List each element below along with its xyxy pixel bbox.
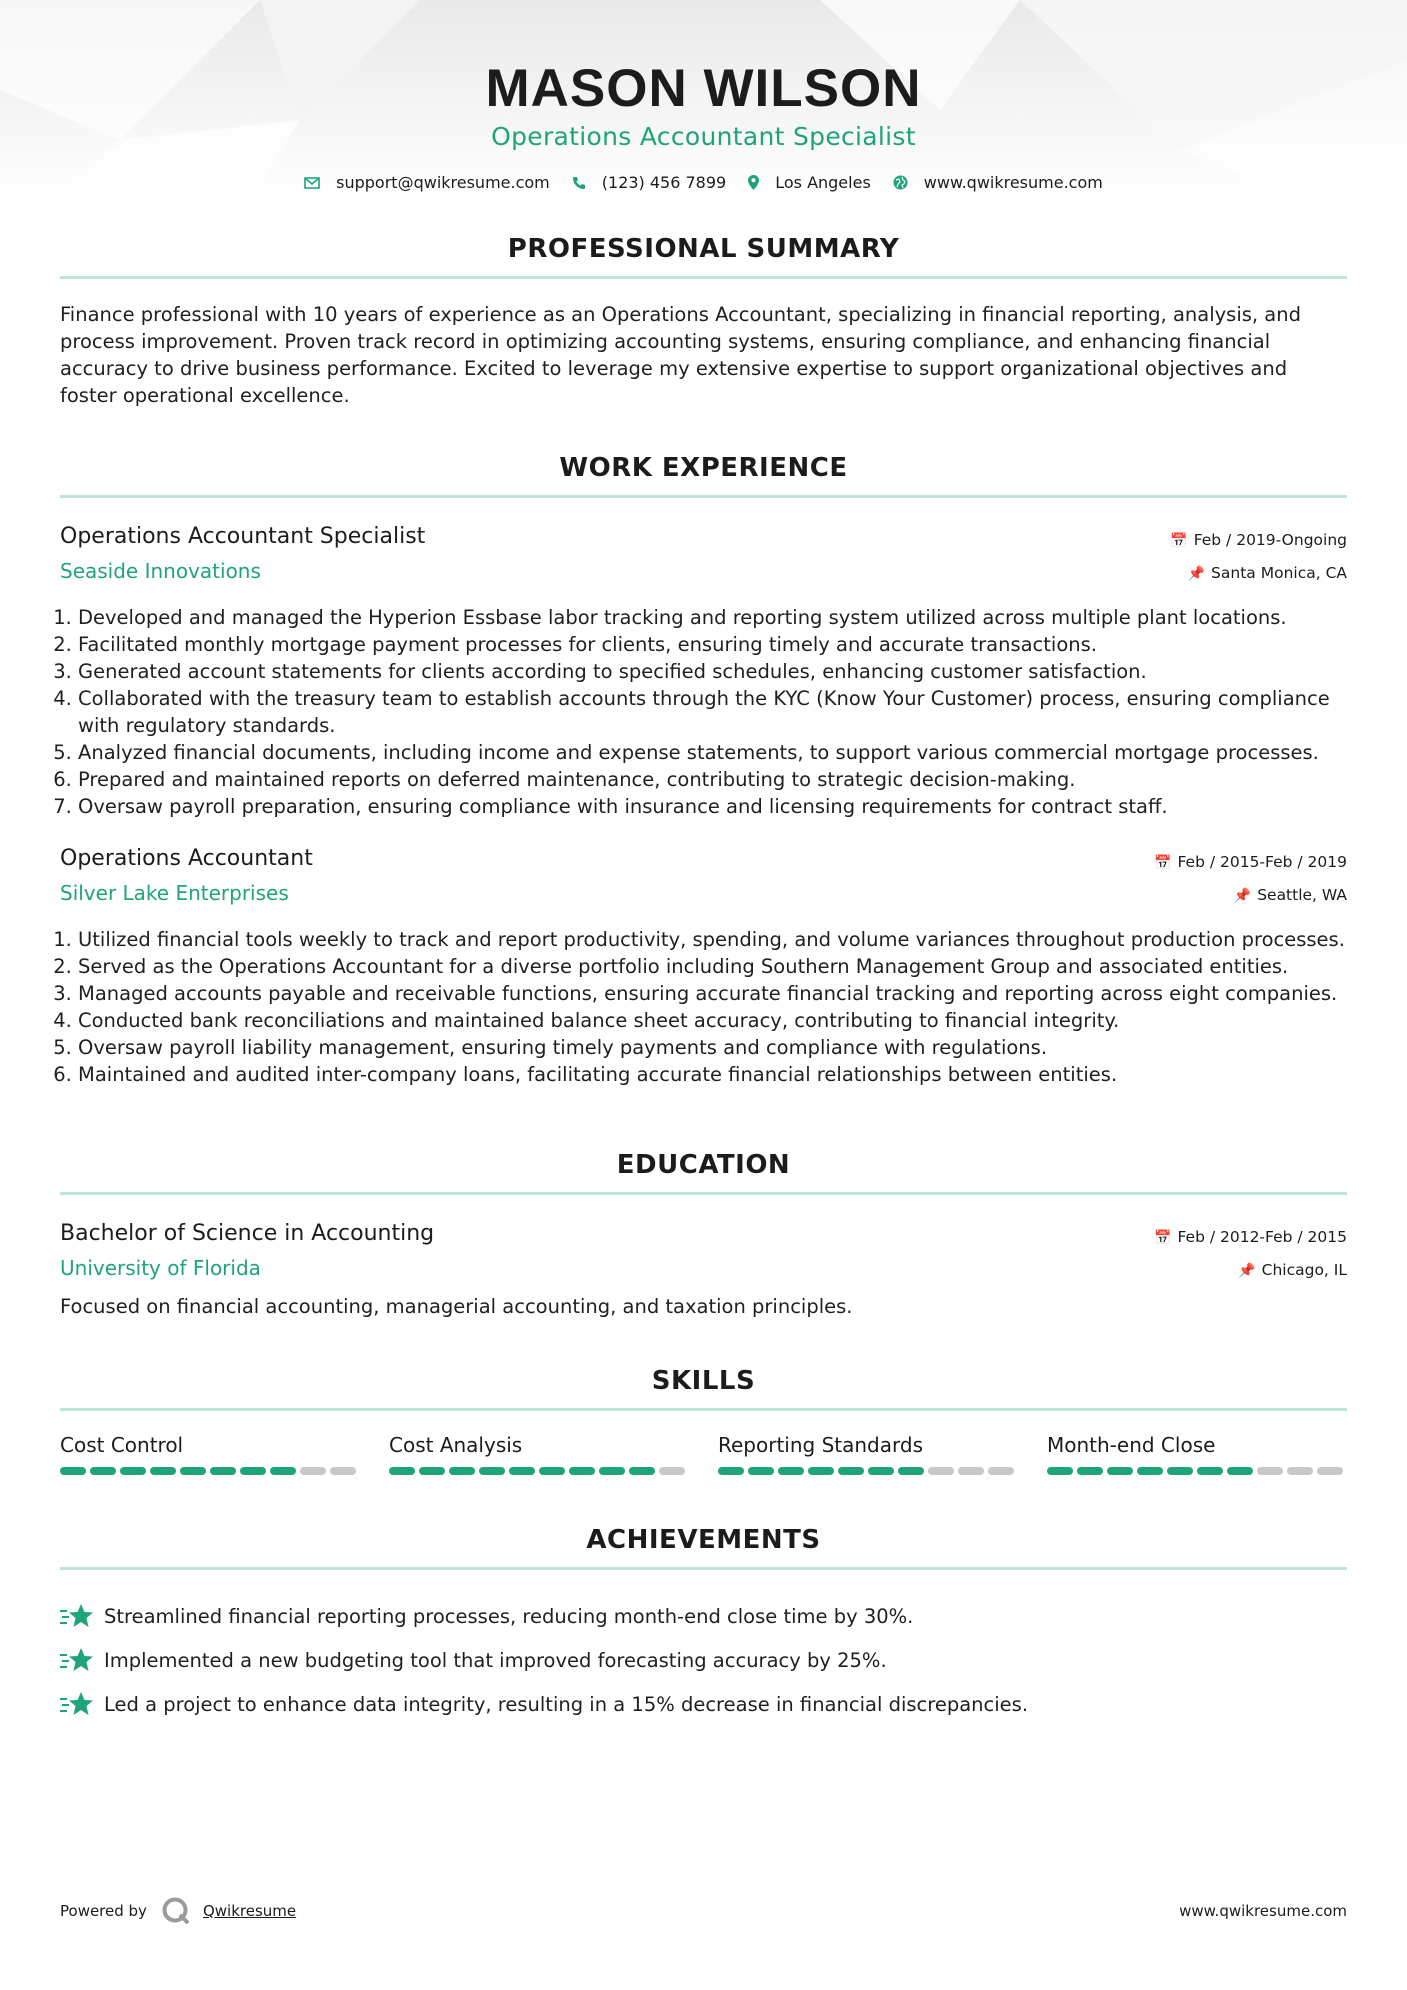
list-item: 5. Oversaw payroll liability management, ensuring timely payments and compliance with regulations.: [78, 1034, 1347, 1061]
skill-segment-filled: [778, 1467, 804, 1475]
skill-segment-filled: [1047, 1467, 1073, 1475]
skill-segment-filled: [479, 1467, 505, 1475]
education-entry: [60, 1221, 1347, 1320]
list-item: 4. Conducted bank reconciliations and maintained balance sheet accuracy, contributing to financial integrity.: [78, 1007, 1347, 1034]
skill-segment-filled: [120, 1467, 146, 1475]
skill-segment-empty: [958, 1467, 984, 1475]
skill-segment-filled: [629, 1467, 655, 1475]
skill-segment-filled: [180, 1467, 206, 1475]
list-item: 5. Analyzed financial documents, including income and expense statements, to support various commercial mortgage processes.: [78, 739, 1347, 766]
company-name: Silver Lake Enterprises: [60, 881, 289, 905]
skill-segment-empty: [300, 1467, 326, 1475]
skill-segment-empty: [1287, 1467, 1313, 1475]
skill-level-bar: [60, 1467, 360, 1475]
job-entry: [60, 846, 1347, 1088]
contact-location: [748, 173, 871, 192]
achievement-item: Streamlined financial reporting processes, reducing month-end close time by 30%.: [60, 1594, 1347, 1638]
job-dates: 📅 Feb / 2019-Ongoing: [1170, 531, 1347, 549]
job-dates: 📅 Feb / 2015-Feb / 2019: [1154, 853, 1347, 871]
skill-segment-filled: [539, 1467, 565, 1475]
skill-name: Month-end Close: [1047, 1433, 1216, 1457]
skill-segment-filled: [150, 1467, 176, 1475]
email-text: support@qwikresume.com: [336, 173, 550, 192]
skill-segment-filled: [599, 1467, 625, 1475]
skill-segment-filled: [868, 1467, 894, 1475]
skills-heading: SKILLS: [60, 1366, 1347, 1411]
skill-segment-filled: [60, 1467, 86, 1475]
skill-segment-filled: [240, 1467, 266, 1475]
summary-section: [60, 234, 1347, 409]
list-item: 2. Served as the Operations Accountant for a diverse portfolio including Southern Management Group and associated entities.: [78, 953, 1347, 980]
skill-segment-filled: [449, 1467, 475, 1475]
duty-list: [60, 926, 1347, 1088]
skill-segment-empty: [1317, 1467, 1343, 1475]
list-item: 3. Generated account statements for clients according to specified schedules, enhancing customer satisfaction.: [78, 658, 1347, 685]
skill-segment-filled: [389, 1467, 415, 1475]
pin-icon: 📌: [1238, 1263, 1256, 1279]
skill-segment-filled: [1227, 1467, 1253, 1475]
education-description: Focused on financial accounting, managerial accounting, and taxation principles.: [60, 1295, 853, 1318]
skill-name: Cost Control: [60, 1433, 184, 1457]
skill-segment-filled: [509, 1467, 535, 1475]
achievements-heading: ACHIEVEMENTS: [60, 1525, 1347, 1570]
calendar-icon: 📅: [1154, 855, 1172, 871]
list-item: 4. Collaborated with the treasury team to establish accounts through the KYC (Know Your Customer) process, ensuring compliance with regulatory standards.: [78, 685, 1347, 739]
skill-name: Cost Analysis: [389, 1433, 523, 1457]
star-icon: [60, 1690, 94, 1718]
skill-level-bar: [1047, 1467, 1347, 1475]
candidate-name: MASON WILSON: [485, 59, 922, 118]
skill-segment-filled: [838, 1467, 864, 1475]
page-footer: [60, 1896, 1347, 1926]
contact-website[interactable]: [893, 173, 1103, 192]
skill-segment-filled: [1137, 1467, 1163, 1475]
footer-website[interactable]: www.qwikresume.com: [1179, 1902, 1347, 1920]
skill-segment-filled: [90, 1467, 116, 1475]
skill-name: Reporting Standards: [718, 1433, 923, 1457]
list-item: 2. Facilitated monthly mortgage payment processes for clients, ensuring timely and accurate transactions.: [78, 631, 1347, 658]
skill-segment-empty: [330, 1467, 356, 1475]
brand-link[interactable]: Qwikresume: [202, 1902, 297, 1920]
school-name: University of Florida: [60, 1256, 261, 1280]
calendar-icon: 📅: [1154, 1230, 1172, 1246]
experience-heading: WORK EXPERIENCE: [60, 453, 1347, 498]
skill-segment-filled: [1077, 1467, 1103, 1475]
education-location: 📌 Chicago, IL: [1238, 1261, 1347, 1279]
achievements-section: [60, 1525, 1347, 1726]
skill-segment-empty: [988, 1467, 1014, 1475]
skill-segment-filled: [1107, 1467, 1133, 1475]
skill-segment-filled: [569, 1467, 595, 1475]
star-icon: [60, 1646, 94, 1674]
list-item: 7. Oversaw payroll preparation, ensuring compliance with insurance and licensing requirements for contract staff.: [78, 793, 1347, 820]
star-icon: [60, 1602, 94, 1630]
company-name: Seaside Innovations: [60, 559, 261, 583]
list-item: 6. Prepared and maintained reports on deferred maintenance, contributing to strategic decision-making.: [78, 766, 1347, 793]
skill-segment-filled: [898, 1467, 924, 1475]
degree-title: Bachelor of Science in Accounting: [60, 1221, 435, 1246]
skill-segment-empty: [659, 1467, 685, 1475]
job-title: Operations Accountant: [60, 846, 313, 871]
education-section: [60, 1150, 1347, 1320]
skill-segment-filled: [718, 1467, 744, 1475]
summary-heading: PROFESSIONAL SUMMARY: [60, 234, 1347, 279]
candidate-title: Operations Accountant Specialist: [491, 122, 916, 151]
contact-bar: [0, 173, 1407, 192]
summary-text: Finance professional with 10 years of experience as an Operations Accountant, specializing in financial reporting, analysis, and process improvement. Proven track record in optimizing accounting systems, ensuring compliance, and enhancing financial accuracy to drive business performance. Excited to leverage my extensive expertise to support organizational objectives and foster operational excellence.: [60, 303, 1301, 407]
qwikresume-logo-icon: [161, 1896, 191, 1926]
skills-grid: [60, 1433, 1347, 1475]
calendar-icon: 📅: [1170, 533, 1188, 549]
map-pin-icon: [748, 175, 759, 190]
skill-segment-filled: [1197, 1467, 1223, 1475]
skills-section: [60, 1366, 1347, 1475]
contact-phone[interactable]: [572, 173, 726, 192]
skill-item: [389, 1433, 689, 1475]
pin-icon: 📌: [1233, 888, 1252, 904]
skill-segment-empty: [928, 1467, 954, 1475]
phone-text: (123) 456 7899: [601, 173, 727, 192]
pin-icon: 📌: [1187, 566, 1206, 582]
job-location: 📌 Santa Monica, CA: [1187, 564, 1347, 582]
skill-segment-filled: [748, 1467, 774, 1475]
achievement-item: Implemented a new budgeting tool that improved forecasting accuracy by 25%.: [60, 1638, 1347, 1682]
skill-item: [60, 1433, 360, 1475]
powered-by: [60, 1896, 296, 1926]
location-text: Los Angeles: [775, 173, 871, 192]
skill-level-bar: [718, 1467, 1018, 1475]
education-dates: 📅 Feb / 2012-Feb / 2015: [1154, 1228, 1347, 1246]
website-text: www.qwikresume.com: [923, 173, 1103, 192]
education-heading: EDUCATION: [60, 1150, 1347, 1195]
duty-list: [60, 604, 1347, 820]
list-item: 1. Utilized financial tools weekly to track and report productivity, spending, and volume variances throughout production processes.: [78, 926, 1347, 953]
job-title: Operations Accountant Specialist: [60, 524, 426, 549]
skill-segment-filled: [1167, 1467, 1193, 1475]
skill-segment-filled: [808, 1467, 834, 1475]
experience-section: [60, 453, 1347, 1088]
powered-by-label: Powered by: [60, 1902, 147, 1920]
achievement-list: [60, 1594, 1347, 1726]
skill-segment-filled: [210, 1467, 236, 1475]
globe-icon: [893, 175, 908, 190]
skill-segment-filled: [270, 1467, 296, 1475]
contact-email[interactable]: [304, 173, 550, 192]
job-location: 📌 Seattle, WA: [1233, 886, 1347, 904]
list-item: 3. Managed accounts payable and receivable functions, ensuring accurate financial tracking and reporting across eight companies.: [78, 980, 1347, 1007]
skill-segment-empty: [1257, 1467, 1283, 1475]
skill-segment-filled: [419, 1467, 445, 1475]
achievement-item: Led a project to enhance data integrity, resulting in a 15% decrease in financial discrepancies.: [60, 1682, 1347, 1726]
job-entry: [60, 524, 1347, 820]
skill-item: [1047, 1433, 1347, 1475]
resume-header: [0, 0, 1407, 192]
skill-level-bar: [389, 1467, 689, 1475]
list-item: 1. Developed and managed the Hyperion Essbase labor tracking and reporting system utilized across multiple plant locations.: [78, 604, 1347, 631]
envelope-icon: [304, 177, 320, 189]
phone-icon: [572, 176, 586, 190]
list-item: 6. Maintained and audited inter-company loans, facilitating accurate financial relationships between entities.: [78, 1061, 1347, 1088]
skill-item: [718, 1433, 1018, 1475]
